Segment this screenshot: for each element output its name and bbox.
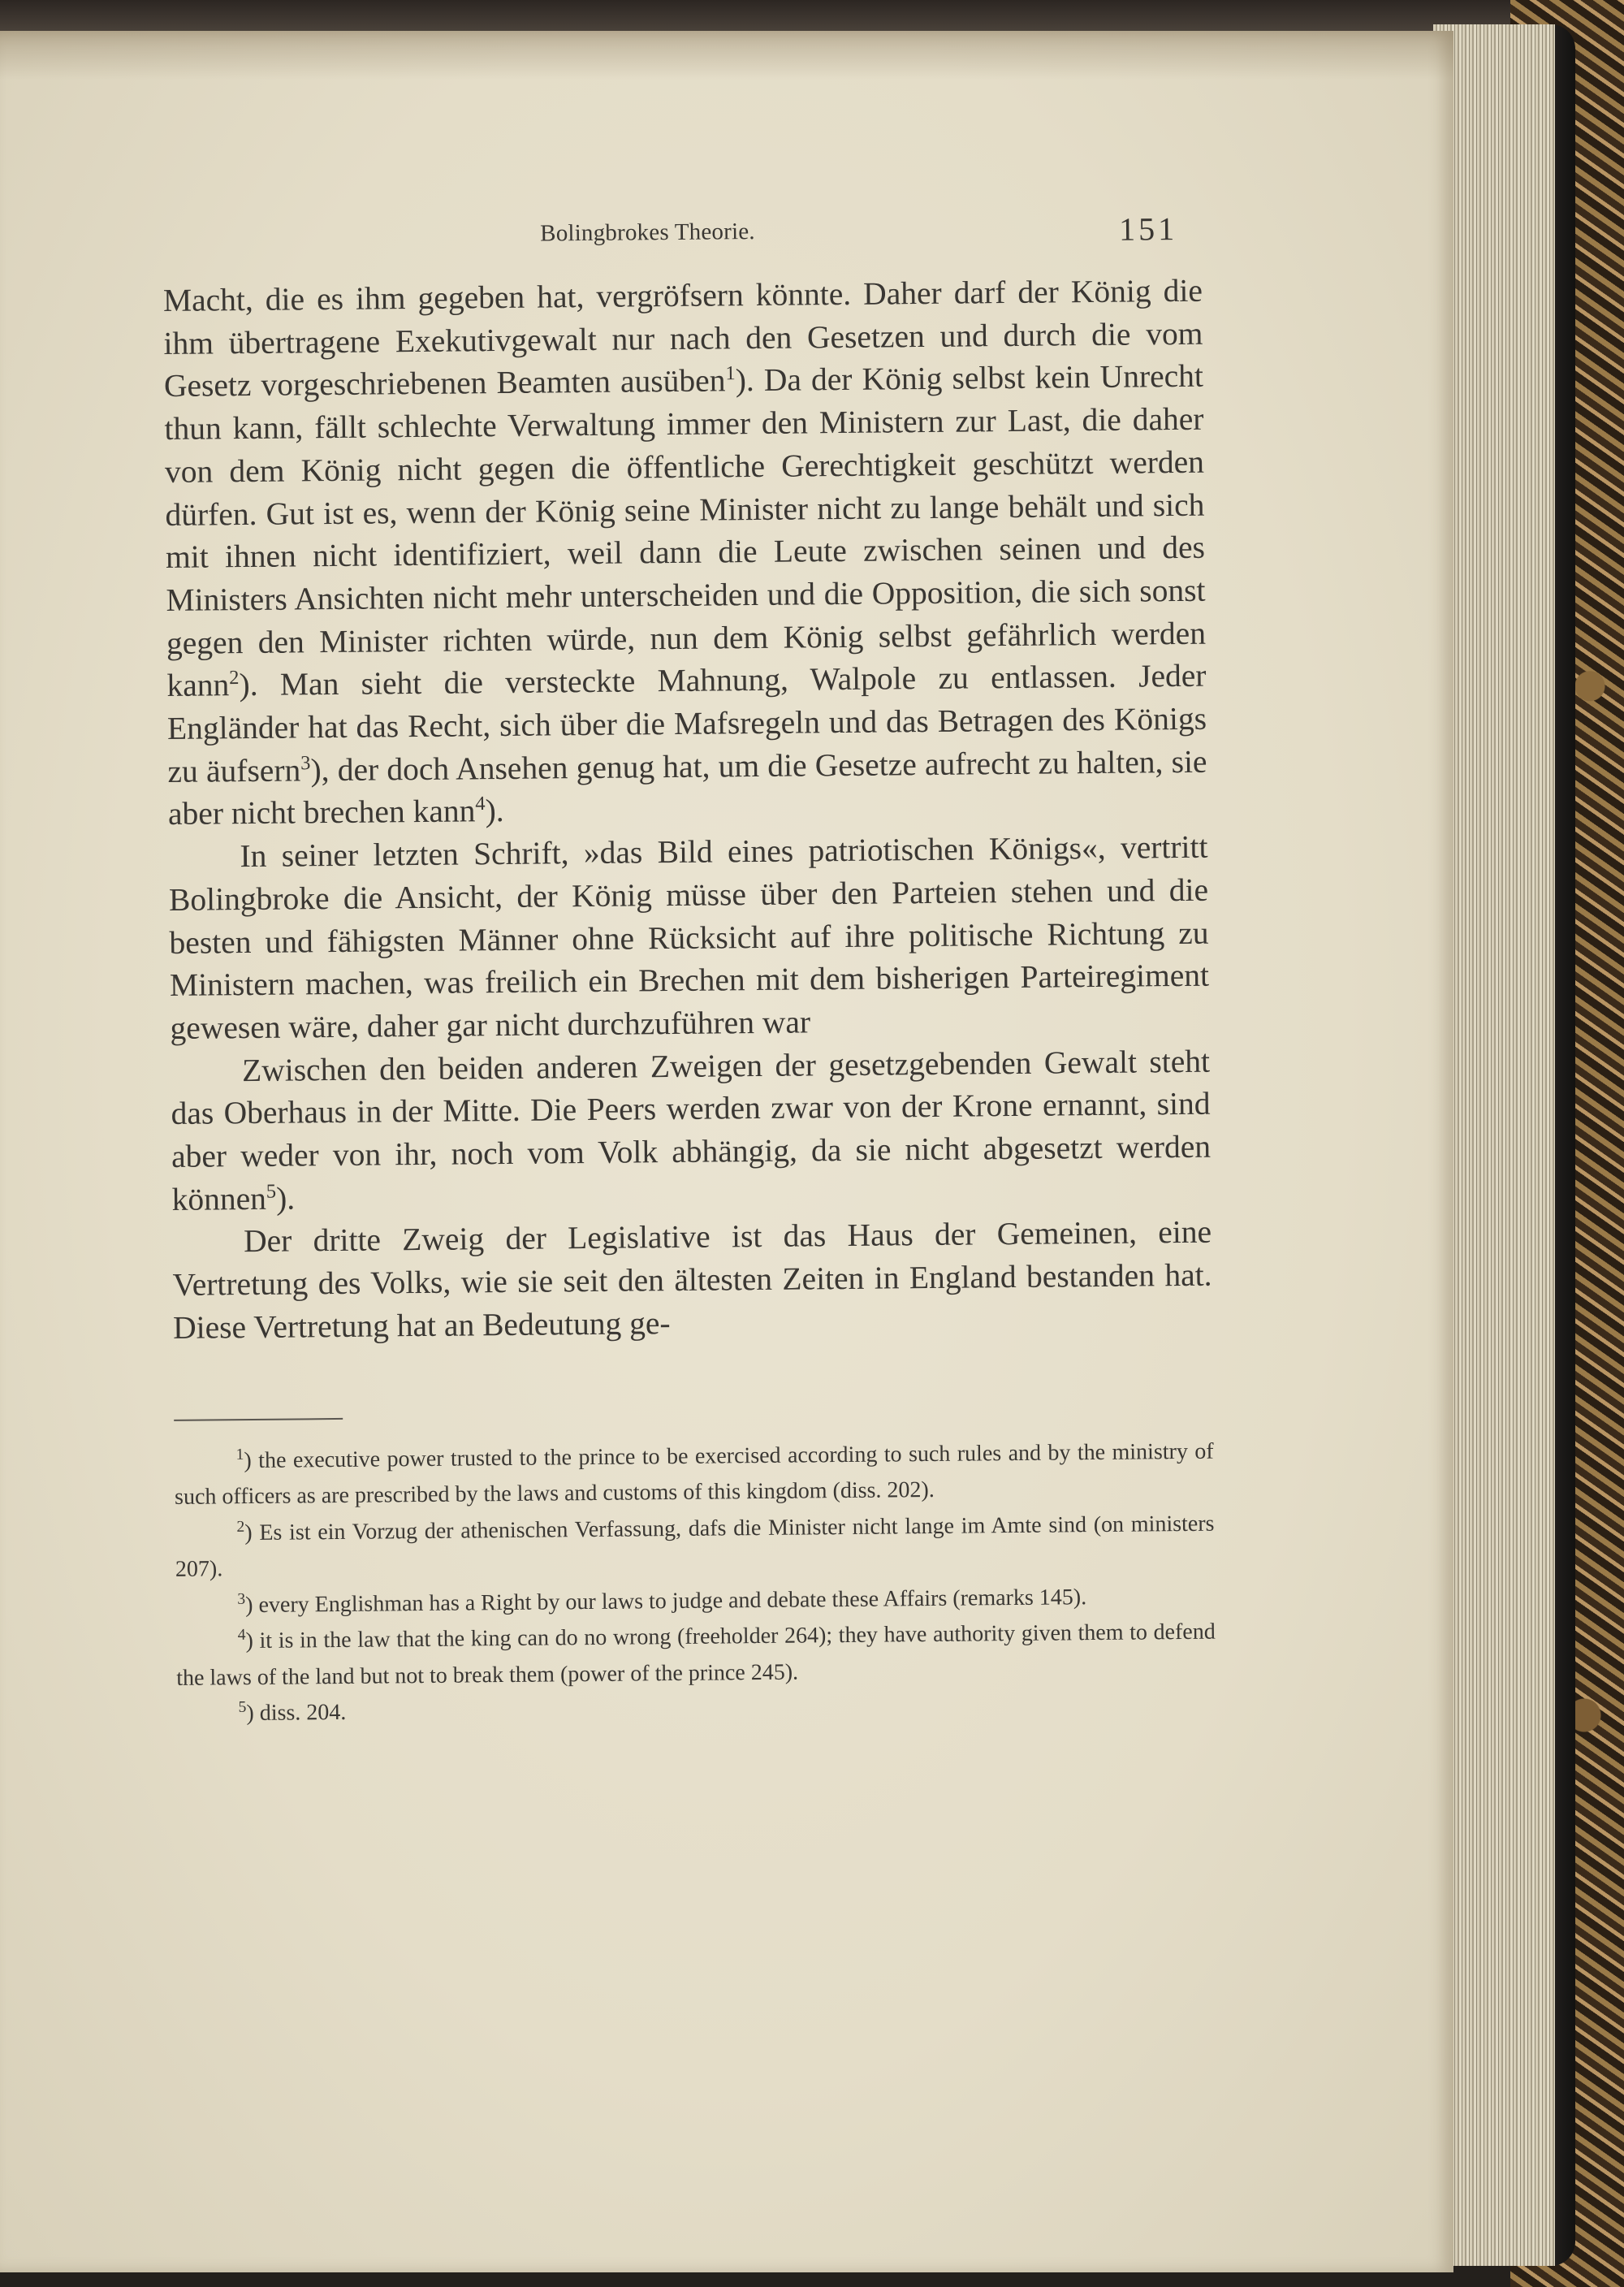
binding-top-edge [0, 0, 1624, 32]
paragraph-text: In seiner letzten Schrift, »das Bild eines patriotischen Königs«, vertritt Bolingbroke die Ansicht, der König müsse über den Parteien stehen und die besten und fähigsten Männer ohne Rücksicht auf ihre politische Richtung zu Ministern machen, was freilich ein Brechen mit dem bisherigen Parteiregiment gewesen wäre, daher gar nicht durchzuführen war [168, 828, 1210, 1046]
body-text [163, 270, 1213, 1350]
footnote [174, 1433, 1214, 1515]
paragraph [172, 1211, 1212, 1349]
footnote-marker: 2 [229, 667, 240, 690]
footnote-number: 3 [237, 1590, 246, 1608]
page-shadow [0, 31, 1453, 80]
footnote-marker: 3 [300, 751, 311, 774]
paragraph-text: Macht, die es ihm gegeben hat, vergröfsern könnte. Daher darf der König die ihm übertragene Exekutivgewalt nur nach den Gesetzen und durch die vom Gesetz vorgeschriebenen Beamten ausüben [162, 272, 1203, 404]
footnote-number: 4 [237, 1626, 246, 1644]
paragraph-text: ). Man sieht die versteckte Mahnung, Walpole zu entlassen. Jeder Engländer hat das Recht, sich über die Mafsregeln und das Betragen des Königs zu äufsern [166, 658, 1207, 789]
footnote-marker: 5 [266, 1180, 277, 1203]
paragraph-text: ). [485, 793, 504, 829]
footnotes [174, 1433, 1216, 1732]
footnote-text: ) every Englishman has a Right by our laws to judge and debate these Affairs (remarks 145). [245, 1584, 1087, 1618]
page-content [162, 210, 1216, 1733]
footnote [175, 1506, 1215, 1588]
footnote-text: ) Es ist ein Vorzug der athenischen Verfassung, dafs die Minister nicht lange im Amte sind (on ministers 207). [175, 1511, 1215, 1583]
paragraph-text: ), der doch Ansehen genug hat, um die Gesetze aufrecht zu halten, sie aber nicht brechen kann [167, 743, 1207, 832]
footnote-rule [174, 1418, 343, 1421]
paragraph [163, 270, 1208, 836]
footnote-text: ) the executive power trusted to the prince to be exercised according to such rules and by the ministry of such officers as are prescribed by the laws and customs of this kingdom (diss. 202). [174, 1438, 1214, 1511]
paragraph-text: Der dritte Zweig der Legislative ist das Haus der Gemeinen, eine Vertretung des Volks, wie sie seit den ältesten Zeiten in England bestanden hat. Diese Vertretung hat an Bedeutung ge- [172, 1214, 1212, 1346]
paragraph-text: ). Da der König selbst kein Unrecht thun kann, fällt schlechte Verwaltung immer den Ministern zur Last, die daher von dem König nicht gegen die öffentliche Gerechtigkeit geschützt werden dürfen. Gut ist es, wenn der König seine Minister nicht zu lange behält und sich mit ihnen nicht identifiziert, weil dann die Leute zwischen seinen und des Ministers Ansichten nicht mehr unterscheiden und die Opposition, die sich sonst gegen den Minister richten würde, nun dem König selbst gefährlich werden kann [164, 358, 1207, 704]
book-page [0, 31, 1453, 2272]
page-number: 151 [1118, 210, 1178, 248]
footnote-number: 2 [236, 1518, 245, 1536]
footnote-marker: 4 [475, 793, 486, 815]
paragraph-text: Zwischen den beiden anderen Zweigen der gesetzgebenden Gewalt steht das Oberhaus in der Mitte. Die Peers werden zwar von der Krone ernannt, sind aber weder von ihr, noch vom Volk abhängig, da sie nicht abgesetzt werden können [171, 1043, 1212, 1217]
paragraph [171, 1040, 1212, 1221]
footnote-marker: 1 [725, 362, 736, 385]
paragraph-text: ). [275, 1180, 296, 1217]
footnote-text: ) it is in the law that the king can do no wrong (freeholder 264); they have authority given them to defend the laws of the land but not to break them (power of the prince 245). [176, 1619, 1216, 1691]
footnote-text: ) diss. 204. [246, 1699, 347, 1727]
running-head [162, 210, 1202, 265]
paragraph [168, 826, 1209, 1050]
footnote-number: 1 [235, 1446, 244, 1463]
footnote-number: 5 [238, 1698, 247, 1716]
running-title: Bolingbrokes Theorie. [540, 218, 755, 247]
footnote [176, 1615, 1216, 1697]
